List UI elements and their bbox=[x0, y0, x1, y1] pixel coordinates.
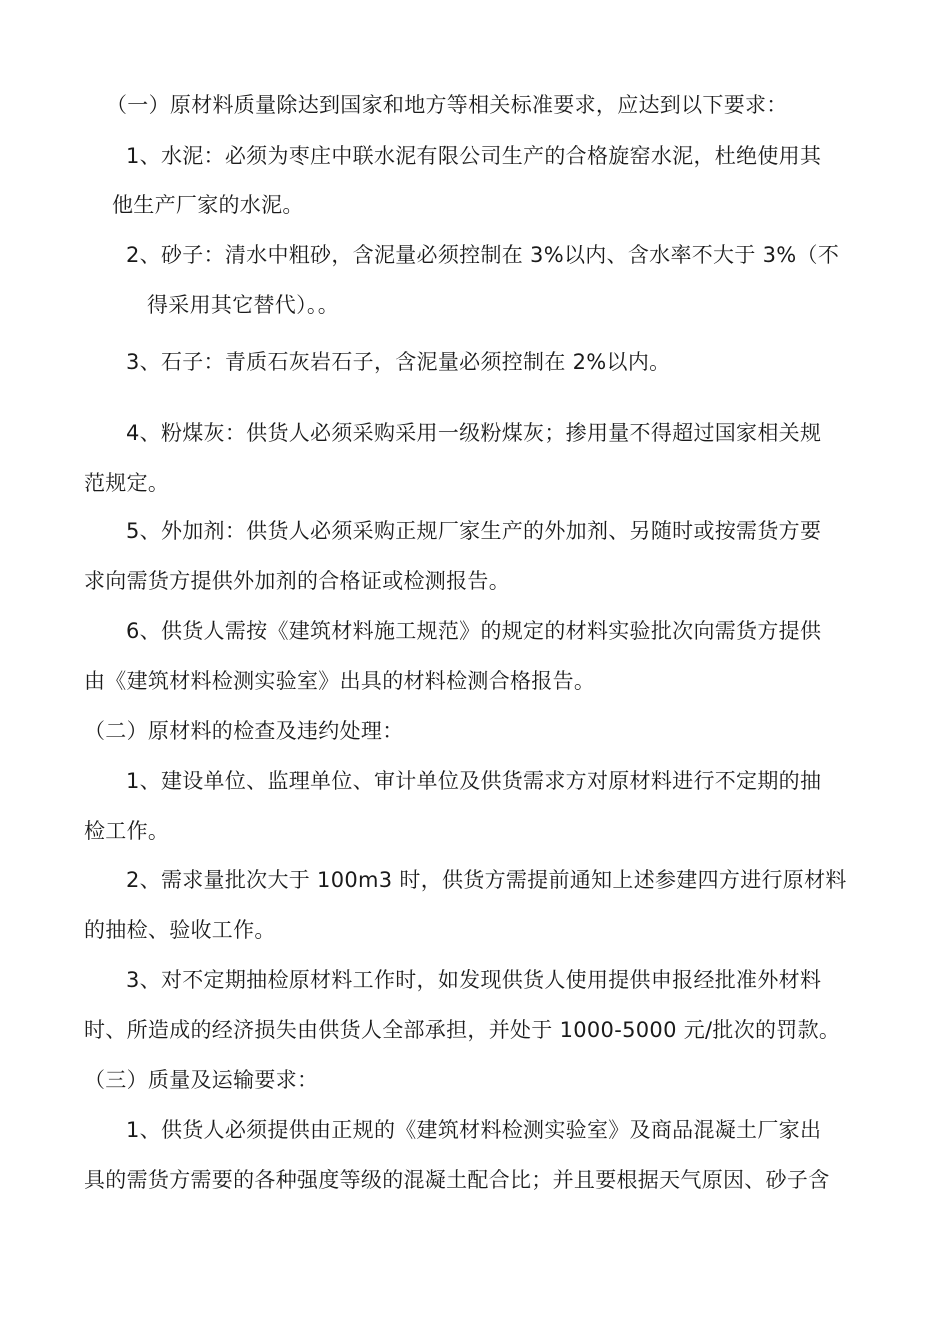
section-2-heading: （二）原材料的检查及违约处理： bbox=[84, 719, 404, 743]
section-2-item-2-line-1: 2、需求量批次大于 100m3 时，供货方需提前通知上述参建四方进行原材料 bbox=[126, 868, 847, 892]
item-4-line-2: 范规定。 bbox=[84, 471, 170, 495]
section-3-item-1-line-1: 1、供货人必须提供由正规的《建筑材料检测实验室》及商品混凝土厂家出 bbox=[126, 1118, 822, 1142]
section-2-item-3-line-1: 3、对不定期抽检原材料工作时，如发现供货人使用提供申报经批准外材料 bbox=[126, 968, 822, 992]
section-1-heading: （一）原材料质量除达到国家和地方等相关标准要求，应达到以下要求： bbox=[106, 93, 788, 117]
item-5-line-1: 5、外加剂：供货人必须采购正规厂家生产的外加剂、另随时或按需货方要 bbox=[126, 519, 822, 543]
item-1-line-2: 他生产厂家的水泥。 bbox=[112, 193, 304, 217]
item-2-line-2: 得采用其它替代）。。 bbox=[147, 293, 339, 317]
section-2-item-3-line-2: 时、所造成的经济损失由供货人全部承担，并处于 1000-5000 元/批次的罚款。 bbox=[84, 1018, 841, 1042]
item-6-line-1: 6、供货人需按《建筑材料施工规范》的规定的材料实验批次向需货方提供 bbox=[126, 619, 822, 643]
item-2-line-1: 2、砂子：清水中粗砂，含泥量必须控制在 3%以内、含水率不大于 3%（不 bbox=[126, 243, 840, 267]
item-3-line-1: 3、石子：青质石灰岩石子，含泥量必须控制在 2%以内。 bbox=[126, 350, 671, 374]
section-3-heading: （三）质量及运输要求： bbox=[84, 1068, 319, 1092]
item-6-line-2: 由《建筑材料检测实验室》出具的材料检测合格报告。 bbox=[84, 669, 596, 693]
section-2-item-2-line-2: 的抽检、验收工作。 bbox=[84, 918, 276, 942]
item-1-line-1: 1、水泥：必须为枣庄中联水泥有限公司生产的合格旋窑水泥，杜绝使用其 bbox=[126, 144, 822, 168]
section-2-item-1-line-1: 1、建设单位、监理单位、审计单位及供货需求方对原材料进行不定期的抽 bbox=[126, 769, 822, 793]
section-2-item-1-line-2: 检工作。 bbox=[84, 819, 170, 843]
item-5-line-2: 求向需货方提供外加剂的合格证或检测报告。 bbox=[84, 569, 510, 593]
section-3-item-1-line-2: 具的需货方需要的各种强度等级的混凝土配合比；并且要根据天气原因、砂子含 bbox=[84, 1168, 830, 1192]
item-4-line-1: 4、粉煤灰：供货人必须采购采用一级粉煤灰；掺用量不得超过国家相关规 bbox=[126, 421, 822, 445]
